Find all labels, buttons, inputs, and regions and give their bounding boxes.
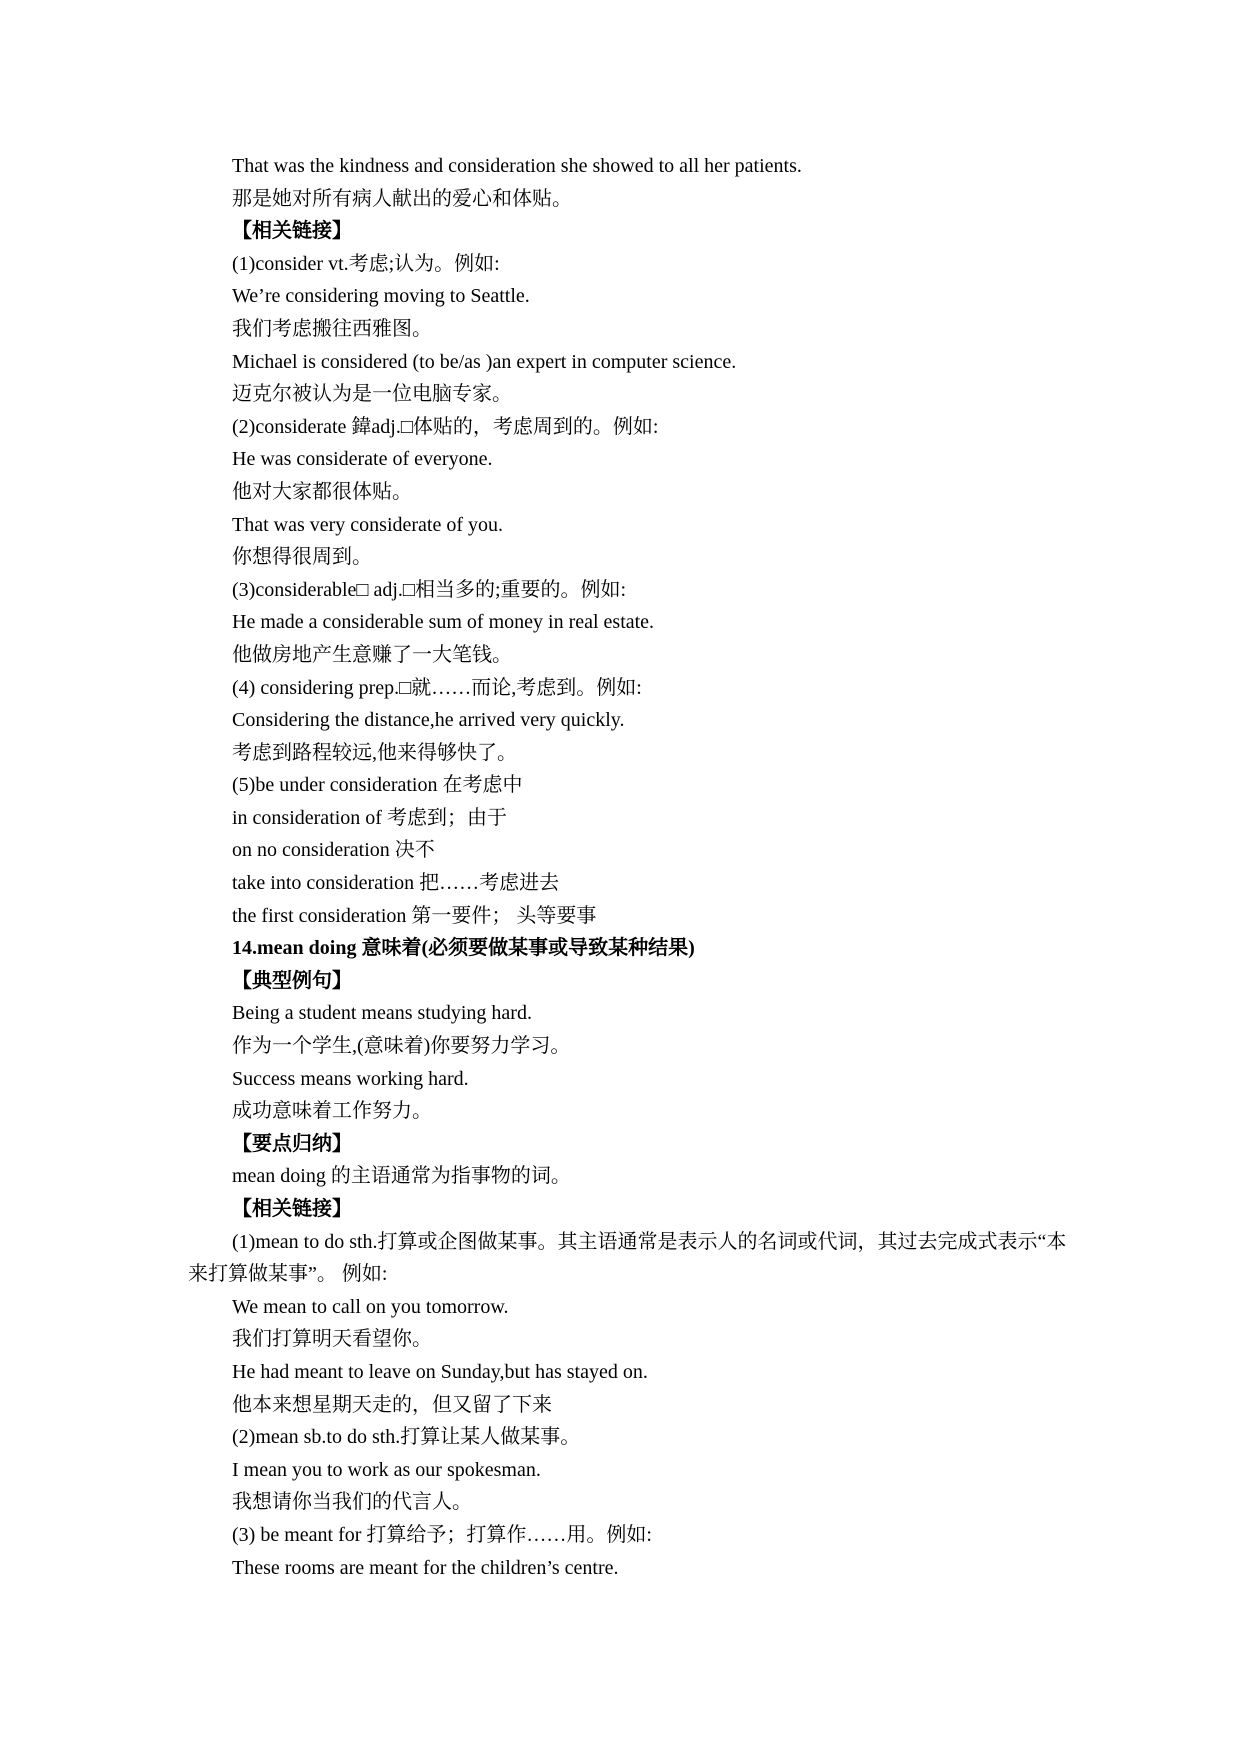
text-line: These rooms are meant for the children’s centre. bbox=[232, 1556, 619, 1579]
text-line: the first consideration 第一要件； 头等要事 bbox=[232, 904, 597, 927]
section-heading: 【相关链接】 bbox=[232, 220, 352, 243]
text-line: 成功意味着工作努力。 bbox=[232, 1100, 432, 1123]
section-heading: 【相关链接】 bbox=[232, 1198, 352, 1220]
text-line: (4) considering prep.□就……而论,考虑到。例如: bbox=[232, 676, 642, 699]
text-line: (5)be under consideration 在考虑中 bbox=[232, 774, 523, 797]
text-line: mean doing 的主语通常为指事物的词。 bbox=[232, 1165, 571, 1188]
text-line: 我们考虑搬往西雅图。 bbox=[232, 317, 432, 340]
text-line: 考虑到路程较远,他来得够快了。 bbox=[232, 741, 517, 764]
section-heading: 14.mean doing 意味着(必须要做某事或导致某种结果) bbox=[232, 937, 695, 960]
text-line: on no consideration 决不 bbox=[232, 839, 435, 862]
text-line: 我们打算明天看望你。 bbox=[232, 1328, 432, 1351]
text-line: Michael is considered (to be/as )an expert in computer science. bbox=[232, 350, 737, 373]
section-heading: 【典型例句】 bbox=[232, 969, 352, 992]
text-line: Considering the distance,he arrived very quickly. bbox=[232, 709, 625, 732]
text-line: (3) be meant for 打算给予；打算作……用。例如: bbox=[232, 1523, 652, 1546]
text-line: That was the kindness and consideration she showed to all her patients. bbox=[232, 155, 802, 177]
text-line: We’re considering moving to Seattle. bbox=[232, 285, 530, 308]
text-line: 他对大家都很体贴。 bbox=[232, 480, 412, 503]
document-body bbox=[188, 150, 1068, 1584]
section-heading: 【要点归纳】 bbox=[232, 1132, 352, 1155]
text-line: He had meant to leave on Sunday,but has stayed on. bbox=[232, 1360, 648, 1383]
text-line: take into consideration 把……考虑进去 bbox=[232, 872, 560, 895]
text-line: 那是她对所有病人献出的爱心和体贴。 bbox=[232, 187, 572, 210]
text-line: We mean to call on you tomorrow. bbox=[232, 1295, 509, 1318]
text-line: 作为一个学生,(意味着)你要努力学习。 bbox=[232, 1035, 571, 1058]
text-line: (3)considerable□ adj.□相当多的;重要的。例如: bbox=[232, 578, 627, 601]
text-line: He made a considerable sum of money in real estate. bbox=[232, 611, 655, 634]
text-line: 他本来想星期天走的，但又留了下来 bbox=[232, 1393, 552, 1416]
text-line: 他做房地产生意赚了一大笔钱。 bbox=[232, 643, 512, 666]
text-line: He was considerate of everyone. bbox=[232, 448, 493, 471]
text-line: Being a student means studying hard. bbox=[232, 1002, 532, 1025]
text-line: (1)consider vt.考虑;认为。例如: bbox=[232, 252, 500, 275]
text-line: in consideration of 考虑到；由于 bbox=[232, 806, 507, 829]
text-line: (2)mean sb.to do sth.打算让某人做某事。 bbox=[232, 1426, 581, 1449]
text-line: 我想请你当我们的代言人。 bbox=[232, 1491, 472, 1514]
text-line: 你想得很周到。 bbox=[232, 546, 372, 569]
text-line: (1)mean to do sth.打算或企图做某事。其主语通常是表示人的名词或代词，其过去完成式表示“本来打算做某事”。 例如: bbox=[188, 1230, 1067, 1286]
text-line: (2)considerate 鍏adj.□体贴的，考虑周到的。例如: bbox=[232, 415, 659, 438]
text-line: That was very considerate of you. bbox=[232, 513, 504, 536]
text-line: I mean you to work as our spokesman. bbox=[232, 1458, 541, 1481]
text-line: 迈克尔被认为是一位电脑专家。 bbox=[232, 383, 512, 406]
text-line: Success means working hard. bbox=[232, 1067, 469, 1090]
